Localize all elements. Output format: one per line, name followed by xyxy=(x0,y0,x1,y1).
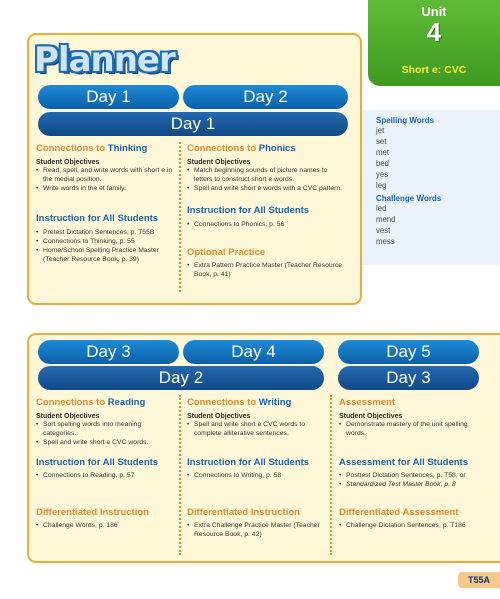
bottom-col-reading xyxy=(36,397,176,530)
optional-practice-heading: Optional Practice xyxy=(187,247,266,258)
challenge-word: mend xyxy=(376,215,396,224)
spelling-word: set xyxy=(376,137,387,146)
objectives-list xyxy=(187,166,347,193)
list-item: • Standardized Test Master Book, p. 8 xyxy=(339,480,489,489)
challenge-words-title: Challenge Words xyxy=(376,194,442,203)
list-item: • Home/School Spelling Practice Master (Teacher Resource Book, p. 39) xyxy=(36,246,176,264)
instruction-heading: Instruction for All Students xyxy=(187,205,310,216)
challenge-word: led xyxy=(376,204,387,213)
page-number: T55A xyxy=(458,572,500,588)
objectives-list xyxy=(339,420,489,438)
day-banner-bottom-2: Day 3 xyxy=(338,366,479,390)
conn-heading-reading: Connections to Reading xyxy=(36,397,146,408)
spelling-word: leg xyxy=(376,181,387,190)
list-item: • Challenge Words, p. 186 xyxy=(36,521,176,530)
unit-subtitle: Short e: CVC xyxy=(401,64,467,76)
day-pill-4: Day 4 xyxy=(183,340,324,364)
assessment-heading: Assessment xyxy=(339,397,395,408)
objectives-label: Student Objectives xyxy=(36,159,100,166)
list-item: • Posttest Dictation Sentences, p. T58, or xyxy=(339,471,489,480)
instruction-list xyxy=(36,471,176,480)
diff-list xyxy=(187,521,327,539)
spelling-word: jet xyxy=(376,126,385,135)
objectives-label: Student Objectives xyxy=(187,413,251,420)
unit-label: Unit xyxy=(421,4,447,19)
instruction-list xyxy=(36,228,176,264)
list-item: • Extra Challenge Practice Master (Teacher Resource Book, p. 42) xyxy=(187,521,327,539)
dotted-divider xyxy=(179,395,181,555)
list-item: • Match beginning sounds of picture names to letters to construct short e words. xyxy=(187,166,347,184)
instruction-list xyxy=(187,220,347,229)
objectives-label: Student Objectives xyxy=(187,159,251,166)
spelling-words-box xyxy=(362,110,500,265)
list-item: • Extra Pattern Practice Master (Teacher Resource Book, p. 41) xyxy=(187,261,347,279)
conn-heading-writing: Connections to Writing xyxy=(187,397,292,408)
conn-heading-phonics: Connections to Phonics xyxy=(187,143,296,154)
spelling-words-title: Spelling Words xyxy=(376,116,435,125)
list-item: • Connections to Phonics, p. 56 xyxy=(187,220,347,229)
list-item: • Connections to Writing, p. 58 xyxy=(187,471,327,480)
instruction-heading: Instruction for All Students xyxy=(36,457,159,468)
dotted-divider xyxy=(330,395,332,555)
assessment-list xyxy=(339,471,489,489)
unit-tab xyxy=(368,0,500,86)
top-col-thinking xyxy=(36,143,176,264)
spelling-word: yes xyxy=(376,170,389,179)
objectives-list xyxy=(36,166,176,193)
spelling-word: bed xyxy=(376,159,390,168)
day-pill-2: Day 2 xyxy=(183,85,348,109)
optional-list xyxy=(187,261,347,279)
instruction-list xyxy=(187,471,327,480)
unit-number: 4 xyxy=(426,17,442,47)
list-item: • Spell and write short e words with a CVC pattern. xyxy=(187,184,347,193)
list-item: • Pretest Dictation Sentences, p. T55B xyxy=(36,228,176,237)
instruction-heading: Instruction for All Students xyxy=(36,213,159,224)
list-item: • Read, spell, and write words with short e in the medial position. xyxy=(36,166,176,184)
diff-instruction-heading: Differentiated Instruction xyxy=(36,507,149,518)
objectives-label: Student Objectives xyxy=(36,413,100,420)
list-item: • Spell and write short e CVC words. xyxy=(36,438,176,447)
day-banner-bottom-1: Day 2 xyxy=(38,366,324,390)
list-item: • Connections to Reading, p. 57 xyxy=(36,471,176,480)
conn-heading-thinking: Connections to Thinking xyxy=(36,143,148,154)
day-pill-3: Day 3 xyxy=(38,340,179,364)
day-pill-5: Day 5 xyxy=(338,340,479,364)
diff-list xyxy=(36,521,176,530)
top-col-phonics xyxy=(187,143,347,279)
challenge-word: mess xyxy=(376,237,395,246)
spelling-word: met xyxy=(376,148,389,157)
diff-instruction-heading: Differentiated Instruction xyxy=(187,507,300,518)
objectives-label: Student Objectives xyxy=(339,413,403,420)
assessment-all-heading: Assessment for All Students xyxy=(339,457,468,468)
instruction-heading: Instruction for All Students xyxy=(187,457,310,468)
planner-title: Planner xyxy=(34,40,175,80)
diff-assessment-heading: Differentiated Assessment xyxy=(339,507,459,518)
day-banner-top: Day 1 xyxy=(38,112,348,136)
day-pill-1: Day 1 xyxy=(38,85,179,109)
list-item: • Connections to Thinking, p. 55 xyxy=(36,237,176,246)
list-item: • Demonstrate mastery of the unit spelling words. xyxy=(339,420,489,438)
bottom-col-writing xyxy=(187,397,327,539)
list-item: • Sort spelling words into meaning categories. xyxy=(36,420,176,438)
objectives-list xyxy=(187,420,327,438)
challenge-word: vest xyxy=(376,226,391,235)
list-item: • Challenge Dictation Sentences, p. T186 xyxy=(339,521,489,530)
list-item: • Spell and write short e CVC words to complete alliterative sentences. xyxy=(187,420,327,438)
bottom-col-assessment xyxy=(339,397,489,530)
objectives-list xyxy=(36,420,176,447)
dotted-divider xyxy=(179,142,181,292)
list-item: • Write words in the et family. xyxy=(36,184,176,193)
diff-list xyxy=(339,521,489,530)
